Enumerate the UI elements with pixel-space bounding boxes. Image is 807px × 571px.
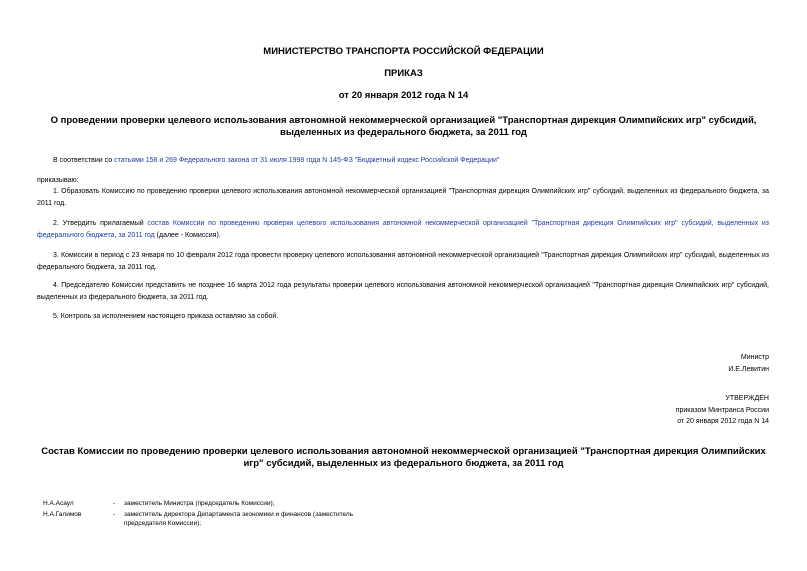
doc-title: О проведении проверки целевого использования автономной некоммерческой организацией "Транспортная дирекция Олимпийских игр" субсидий, выделенных из федерального бюджета, за 2011 год: [50, 115, 757, 138]
preamble-law-link[interactable]: статьями 158 и 269 Федерального закона от 31 июля 1998 года N 145-ФЗ "Бюджетный кодекс Российской Федерации": [114, 157, 500, 164]
member-role: заместитель директора Департамента экономики и финансов (заместитель председателя Комиссии);: [124, 511, 354, 527]
doc-date-number: от 20 января 2012 года N 14: [338, 90, 469, 101]
item-2-prefix: 2. Утвердить прилагаемый: [53, 220, 148, 227]
signature-name: И.Е.Левитин: [728, 365, 769, 373]
approval-line-3: от 20 января 2012 года N 14: [677, 418, 769, 425]
item-4: 4. Председателю Комиссии представить не позднее 16 марта 2012 года результаты проверки целевого использования автономной некоммерческой организацией "Транспортная дирекция Олимпийских игр" субсидий, выделенных из федерального бюджета, за 2011 год.: [37, 282, 769, 301]
composition-title: Состав Комиссии по проведению проверки целевого использования автономной некоммерческой организацией "Транспортная дирекция Олимпийских игр" субсидий, выделенных из федерального бюджета, за 2011 год: [41, 446, 766, 469]
item-5: 5. Контроль за исполнением настоящего приказа оставляю за собой.: [53, 313, 279, 320]
item-2-suffix: (далее - Комиссия).: [154, 231, 221, 239]
member-role: заместитель Министра (председатель Комиссии);: [124, 500, 275, 507]
approval-block: [676, 393, 769, 428]
item-1: 1. Образовать Комиссию по проведению проверки целевого использования автономной некоммерческой организацией "Транспортная дирекция Олимпийских игр" субсидий, выделенных из федерального бюджета, за 2011 год.: [37, 188, 769, 207]
signature-position: Министр: [740, 354, 769, 361]
ministry-heading: МИНИСТЕРСТВО ТРАНСПОРТА РОССИЙСКОЙ ФЕДЕРАЦИИ: [263, 46, 544, 57]
member-name: Н.А.Асаул: [43, 500, 74, 507]
approval-line-2: приказом Минтранса России: [675, 406, 769, 414]
order-word: приказываю:: [37, 177, 79, 184]
item-2: [37, 218, 769, 241]
member-dash: -: [113, 500, 116, 507]
doc-type-heading: ПРИКАЗ: [384, 68, 423, 79]
approval-line-1: УТВЕРЖДЕН: [725, 395, 769, 402]
signature-block: [728, 352, 769, 375]
member-dash: -: [113, 511, 116, 518]
member-name: Н.А.Галимов: [43, 511, 82, 518]
preamble: [37, 155, 769, 167]
preamble-prefix: В соответствии со: [53, 157, 115, 164]
composition-link[interactable]: состав Комиссии по проведению проверки целевого использования автономной некоммерческой организацией "Транспортная дирекция Олимпийских игр" субсидий, выделенных из федерального бюджета, за 2011 год: [37, 220, 770, 239]
item-3: 3. Комиссии в период с 23 января по 10 февраля 2012 года провести проверку целевого использования автономной некоммерческой организацией "Транспортная дирекция Олимпийских игр" субсидий, выделенных из федерального бюджета, за 2011 год.: [37, 252, 769, 271]
